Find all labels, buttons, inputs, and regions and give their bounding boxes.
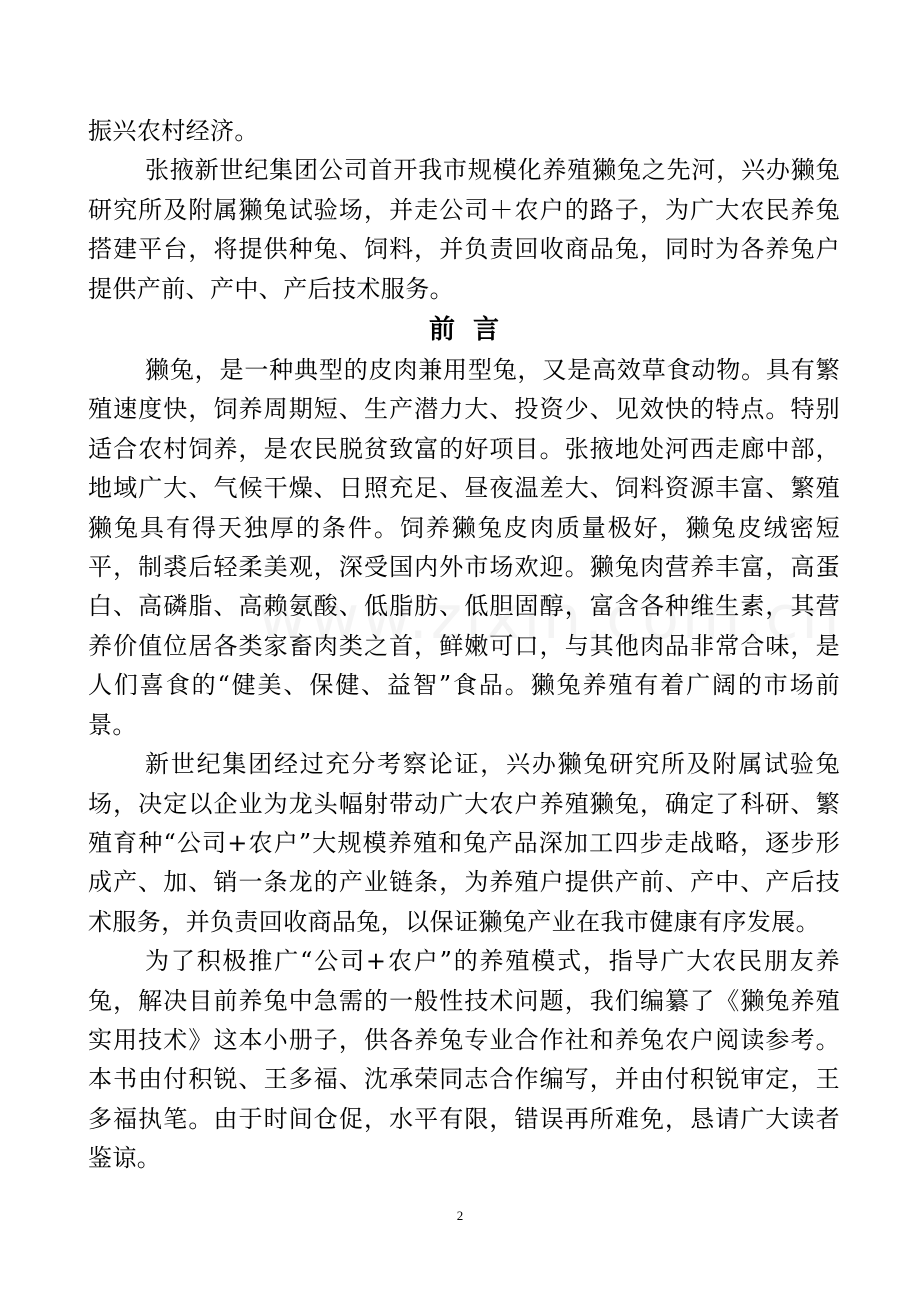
- body-paragraph-1: 獭兔，是一种典型的皮肉兼用型兔，又是高效草食动物。具有繁殖速度快，饲养周期短、生产潜力大、投资少、见效快的特点。特别适合农村饲养，是农民脱贫致富的好项目。张掖地处河西走廊中部，地域广大、气候干燥、日照充足、昼夜温差大、饲料资源丰富、繁殖獭兔具有得天独厚的条件。饲养獭兔皮肉质量极好，獭兔皮绒密短平，制裘后轻柔美观，深受国内外市场欢迎。獭兔肉营养丰富，高蛋白、高磷脂、高赖氨酸、低脂肪、低胆固醇，富含各种维生素，其营养价值位居各类家畜肉类之首，鲜嫩可口，与其他肉品非常合味，是人们喜食的“健美、保健、益智”食品。獭兔养殖有着广阔的市场前景。: [88, 356, 840, 739]
- intro-paragraph: 张掖新世纪集团公司首开我市规模化养殖獭兔之先河，兴办獭兔研究所及附属獭兔试验场，并走公司＋农户的路子，为广大农民养兔搭建平台，将提供种兔、饲料，并负责回收商品兔，同时为各养兔户提供产前、产中、产后技术服务。: [88, 156, 840, 303]
- body-paragraph-3: 为了积极推广“公司+农户”的养殖模式，指导广大农民朋友养兔，解决目前养兔中急需的一般性技术问题，我们编纂了《獭兔养殖实用技术》这本小册子，供各养兔专业合作社和养兔农户阅读参考。本书由付积锐、王多福、沈承荣同志合作编写，并由付积锐审定，王多福执笔。由于时间仓促，水平有限，错误再所难免，恳请广大读者鉴谅。: [88, 947, 840, 1173]
- continuation-text: 振兴农村经济。: [88, 117, 259, 145]
- body-paragraph-2: 新世纪集团经过充分考察论证，兴办獭兔研究所及附属试验兔场，决定以企业为龙头幅射带动广大农户养殖獭兔，确定了科研、繁殖育种“公司+农户”大规模养殖和兔产品深加工四步走战略，逐步形成产、加、销一条龙的产业链条，为养殖户提供产前、产中、产后技术服务，并负责回收商品兔，以保证獭兔产业在我市健康有序发展。: [88, 750, 840, 936]
- page-number: 2: [456, 1208, 464, 1223]
- section-heading: 前言: [428, 315, 517, 346]
- document-page: [88, 112, 840, 1179]
